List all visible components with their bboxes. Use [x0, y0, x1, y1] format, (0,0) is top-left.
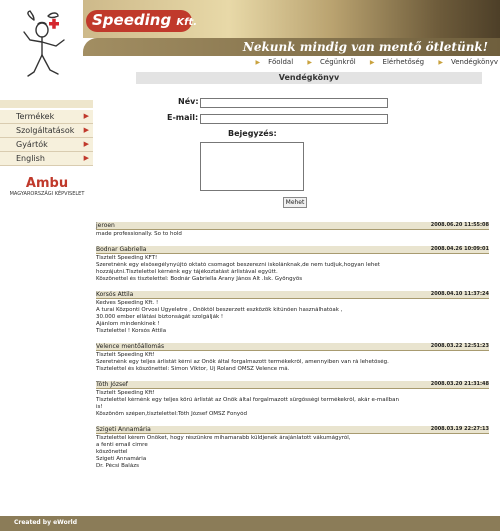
sidebar-item-label: Termékek	[16, 112, 55, 121]
submit-button[interactable]: Mehet	[283, 197, 307, 208]
entry-line: Dr. Pécsi Balázs	[96, 463, 139, 469]
nav-item-contact[interactable]	[364, 58, 424, 66]
sidebar-item-label: Gyártók	[16, 140, 48, 149]
entry-header	[96, 381, 489, 389]
entry-body	[96, 351, 489, 373]
entry-header	[96, 246, 489, 254]
page-title: Vendégkönyv	[136, 72, 482, 84]
triangle-right-icon: ▶	[438, 59, 443, 66]
nav-item-label: Cégünkről	[320, 58, 356, 66]
name-label: Név:	[178, 97, 199, 106]
entry-body	[96, 254, 489, 283]
sidebar-menu	[0, 110, 93, 166]
guestbook-entry	[96, 246, 489, 283]
entry-date: 2008.04.26 10:09:01	[430, 246, 489, 252]
chevron-right-icon: ▶	[83, 154, 89, 162]
entry-line: Kedves Speeding Kft. !	[96, 300, 159, 306]
chevron-right-icon: ▶	[83, 112, 89, 120]
entry-date: 2008.03.19 22:27:13	[430, 426, 489, 432]
sidebar-item-services[interactable]	[0, 124, 93, 138]
entry-line: Tisztelettel ! Korsós Attila	[96, 328, 167, 334]
entry-author: Velence mentőállomás	[96, 343, 165, 350]
nav-item-about[interactable]	[301, 58, 355, 66]
entry-body	[96, 389, 489, 418]
guestbook-entry	[96, 291, 489, 335]
guestbook-entry	[96, 343, 489, 373]
nav-item-label: Elérhetőség	[382, 58, 425, 66]
triangle-right-icon: ▶	[255, 59, 261, 66]
nav-item-label: Vendégkönyv	[451, 58, 498, 66]
sidebar-item-products[interactable]	[0, 110, 93, 124]
sidebar-item-english[interactable]	[0, 152, 93, 166]
chevron-right-icon: ▶	[83, 140, 89, 148]
entry-header	[96, 343, 489, 351]
logo-area	[0, 0, 93, 100]
entry-line: köszönettel	[96, 449, 128, 455]
top-nav	[98, 58, 498, 68]
entry-date: 2008.03.20 21:31:48	[430, 381, 489, 387]
brand-suffix: Kft.	[176, 17, 198, 28]
nav-item-label: Főoldal	[268, 58, 294, 66]
entry-header	[96, 291, 489, 299]
email-label: E-mail:	[167, 113, 199, 122]
entry-date: 2008.04.10 11:37:24	[430, 291, 489, 297]
entry-line: made professionally. So to hold	[96, 231, 182, 237]
triangle-right-icon: ▶	[369, 59, 375, 66]
entry-body	[96, 434, 489, 470]
guestbook-entries	[96, 222, 489, 475]
footer-credit[interactable]: Created by eWorld	[14, 519, 78, 526]
sponsor-logo[interactable]	[4, 176, 90, 197]
entry-author: Tóth József	[96, 381, 128, 388]
entry-date: 2008.03.22 12:51:23	[430, 343, 489, 349]
sponsor-subtitle: MAGYARORSZÁGI KÉPVISELET	[9, 191, 85, 197]
entry-line: Ajánlom mindenkinek !	[96, 321, 160, 327]
entry-line: Köszönettel és tisztelettel: Bodnár Gabriella Arany János Ált .Isk. Gyöngyös	[96, 276, 303, 282]
left-column	[0, 0, 93, 531]
entry-body	[96, 299, 489, 335]
email-input[interactable]	[200, 114, 388, 124]
entry-author: Szigeti Annamária	[96, 426, 151, 433]
entry-line: Tisztelt Speeding Kft!	[96, 390, 155, 396]
entry-date: 2008.06.20 11:55:08	[430, 222, 489, 228]
message-label: Bejegyzés:	[228, 129, 277, 138]
triangle-right-icon: ▶	[307, 59, 312, 66]
entry-line: Szeretnénk egy teljes árlistát kérni az Önök által forgalmazott termékekről, amennyiben van rá lehetőség.	[96, 359, 389, 365]
nav-item-guestbook[interactable]	[432, 58, 498, 66]
entry-header	[96, 222, 489, 230]
guestbook-entry	[96, 222, 489, 238]
entry-line: Köszönöm szépen,tisztelettel:Tóth József OMSZ Fonyód	[96, 411, 247, 417]
sidebar-item-manufacturers[interactable]	[0, 138, 93, 152]
brand-logo[interactable]	[92, 11, 197, 29]
entry-body	[96, 230, 489, 238]
entry-line: Szigeti Annamária	[96, 456, 147, 462]
message-textarea[interactable]	[200, 142, 304, 191]
mascot-figure-icon	[20, 10, 70, 85]
entry-line: Tisztelt Speeding KFT!	[96, 255, 158, 261]
entry-line: hozzájutni.Tisztelettel kérnénk egy tájékoztatást árlistával együtt.	[96, 269, 278, 275]
entry-line: is!	[96, 404, 103, 410]
nav-item-home[interactable]	[250, 58, 294, 66]
entry-header	[96, 426, 489, 434]
entry-line: Szeretnénk egy elsősegélynyújtó oktató csomagot beszerezni iskolánknak,de nem tudjuk,hogyan lehet	[96, 262, 380, 268]
entry-author: Korsós Attila	[96, 291, 134, 298]
guestbook-entry	[96, 426, 489, 470]
name-input[interactable]	[200, 98, 388, 108]
entry-line: A turai Központi Orvosi Ügyeletre , Önöktől beszerzett eszközök kitűnően használhatóak ,	[96, 307, 343, 313]
entry-line: Tisztelettel kérem Önöket, hogy részünkre mihamarabb küldjenek árajánlatott vákumágyról,	[96, 435, 351, 441]
entry-line: Tisztelettel kérnénk egy teljes körű árlistát az Önök által forgalmazott sürgősségi termékekről, akár e-mailban	[96, 397, 399, 403]
sidebar-item-label: Szolgáltatások	[16, 126, 75, 135]
sidebar-item-label: English	[16, 154, 45, 163]
entry-author: jeroen	[96, 222, 115, 229]
brand-name: Speeding	[92, 11, 172, 29]
tagline: Nekunk mindig van mentő ötletünk!	[242, 40, 488, 54]
ambu-logo-text: Ambu	[25, 176, 69, 191]
entry-author: Bodnar Gabriella	[96, 246, 147, 253]
entry-line: Tisztelt Speeding Kft!	[96, 352, 155, 358]
guestbook-entry	[96, 381, 489, 418]
entry-line: 30.000 ember ellátási biztonságát szolgálják !	[96, 314, 224, 320]
left-strip	[0, 100, 93, 108]
entry-line: Tisztelettel és köszönettel: Simon Viktor, Uj Roland OMSZ Velence má.	[96, 366, 290, 372]
entry-line: a fenti email cimre	[96, 442, 148, 448]
chevron-right-icon: ▶	[83, 126, 89, 134]
